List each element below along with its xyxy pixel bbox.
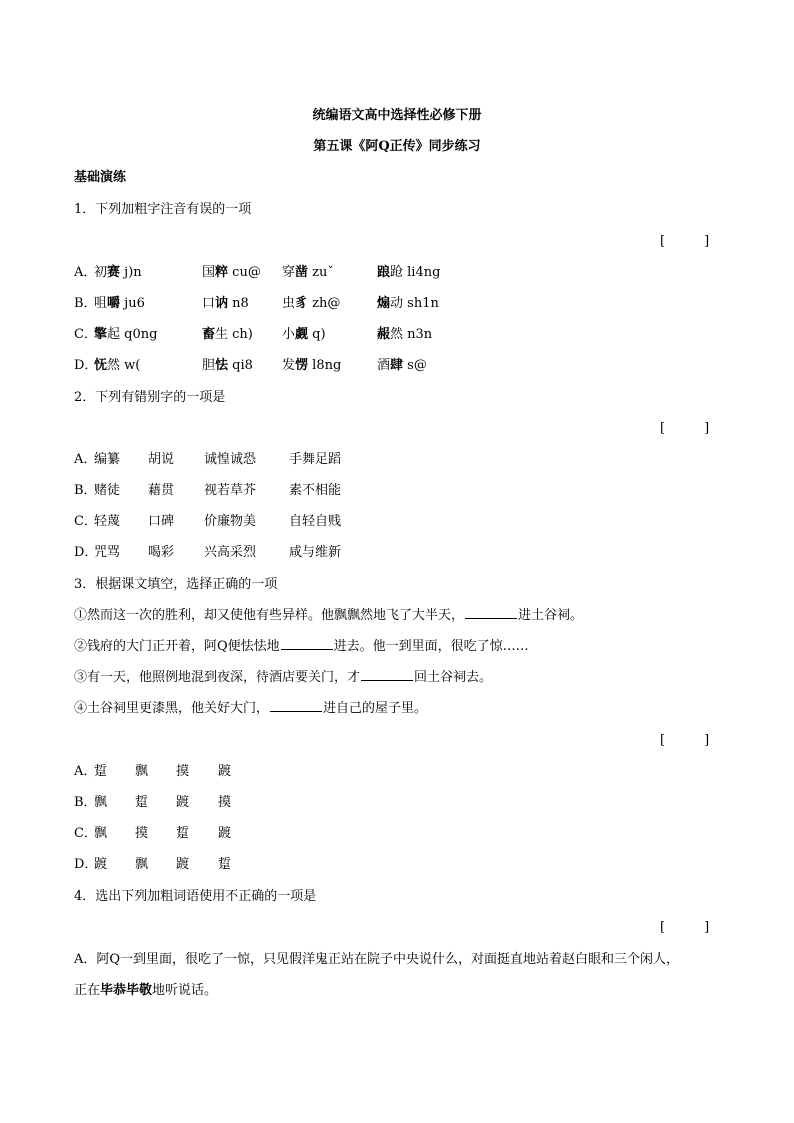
option-item: 赧然 n3n [377, 327, 433, 342]
option-item: 小觑 q) [282, 327, 326, 342]
option-item: 摸 [218, 795, 232, 810]
option-item: 擎起 q0ng [94, 327, 158, 342]
option-text: 地听说话。 [152, 983, 218, 998]
option-item: 编纂 [94, 452, 121, 467]
option-item: 胆怯 qi8 [202, 358, 253, 373]
answer-bracket: [ ] [660, 234, 710, 249]
question-1-stem: 1．下列加粗字注音有误的一项 [74, 202, 252, 217]
option-item: 踅 [135, 795, 149, 810]
option-text: 正在 [74, 983, 101, 998]
option-label: A． [74, 764, 97, 779]
option-item: 飘 [94, 826, 108, 841]
option-item: 飘 [135, 857, 149, 872]
option-label: B． [74, 296, 97, 311]
option-item: 踅 [218, 857, 232, 872]
section-heading: 基础演练 [74, 170, 127, 185]
option-label: C． [74, 514, 97, 529]
question-4-option-a-cont [74, 979, 217, 998]
fill-blank[interactable] [270, 699, 322, 712]
option-item: 虫豸 zh@ [282, 296, 341, 311]
option-item: 踉跄 li4ng [377, 265, 441, 280]
fill-blank-sentence: ①然而这一次的胜利，却又使他有些异样。他飘飘然地飞了大半天， 进土谷祠。 [74, 608, 584, 623]
option-item: 穿凿 zuˇ [282, 265, 334, 280]
option-item: 酒肆 s@ [377, 358, 427, 373]
option-label: D． [74, 358, 98, 373]
option-item: 摸 [135, 826, 149, 841]
option-item: 踱 [218, 764, 232, 779]
option-label: C． [74, 327, 97, 342]
option-label: A． [74, 265, 97, 280]
answer-bracket: [ ] [660, 421, 710, 436]
option-item: 踅 [176, 826, 190, 841]
option-item: 赌徒 [94, 483, 121, 498]
option-item: 踱 [176, 795, 190, 810]
option-item: 口讷 n8 [202, 296, 249, 311]
question-3-stem: 3．根据课文填空，选择正确的一项 [74, 577, 278, 592]
option-item: 喝彩 [148, 545, 175, 560]
fill-blank[interactable] [465, 606, 517, 619]
option-item: 手舞足蹈 [289, 452, 342, 467]
option-label: C． [74, 826, 97, 841]
option-item: 诚惶诚恐 [204, 452, 257, 467]
fill-blank[interactable] [281, 637, 333, 650]
option-item: 发愣 l8ng [282, 358, 342, 373]
answer-bracket: [ ] [660, 733, 710, 748]
option-item: 视若草芥 [204, 483, 257, 498]
option-item: 飘 [94, 795, 108, 810]
question-4-option-a: A．阿Q一到里面，很吃了一惊，只见假洋鬼正站在院子中央说什么，对面挺直地站着赵白眼和三个闲人， [74, 952, 680, 967]
option-item: 咀嚼 ju6 [94, 296, 145, 311]
option-item: 煽动 sh1n [377, 296, 439, 311]
option-item: 畜生 ch) [202, 327, 253, 342]
fill-blank[interactable] [361, 668, 413, 681]
option-item: 素不相能 [289, 483, 342, 498]
option-item: 踱 [218, 826, 232, 841]
fill-blank-sentence: ④土谷祠里更漆黑，他关好大门， 进自己的屋子里。 [74, 701, 428, 716]
option-item: 国粹 cu@ [202, 265, 261, 280]
option-item: 价廉物美 [204, 514, 257, 529]
option-label: B． [74, 795, 97, 810]
option-item: 踱 [94, 857, 108, 872]
document-subtitle: 第五课《阿Q正传》同步练习 [313, 139, 481, 154]
option-item: 口碑 [148, 514, 175, 529]
option-label: D． [74, 545, 98, 560]
option-item: 兴高采烈 [204, 545, 257, 560]
option-item: 初赛 j)n [94, 265, 142, 280]
question-2-stem: 2．下列有错别字的一项是 [74, 390, 226, 405]
option-item: 踅 [94, 764, 108, 779]
option-item: 咒骂 [94, 545, 121, 560]
option-item: 飘 [135, 764, 149, 779]
fill-blank-sentence: ②钱府的大门正开着，阿Q便怯怯地 进去。他一到里面，很吃了惊…… [74, 639, 529, 654]
option-item: 藉贯 [148, 483, 175, 498]
option-item: 摸 [176, 764, 190, 779]
document-title: 统编语文高中选择性必修下册 [312, 108, 482, 123]
fill-blank-sentence: ③有一天，他照例地混到夜深，待酒店要关门，才 回土谷祠去。 [74, 670, 493, 685]
question-4-stem: 4．选出下列加粗词语使用不正确的一项是 [74, 889, 317, 904]
option-item: 踱 [176, 857, 190, 872]
option-label: D． [74, 857, 98, 872]
option-item: 自轻自贱 [289, 514, 342, 529]
option-item: 胡说 [148, 452, 175, 467]
answer-bracket: [ ] [660, 920, 710, 935]
option-label: A． [74, 452, 97, 467]
option-item: 咸与维新 [289, 545, 342, 560]
option-label: B． [74, 483, 97, 498]
option-item: 轻蔑 [94, 514, 121, 529]
bold-term: 毕恭毕敬 [100, 983, 153, 998]
option-item: 怃然 w( [94, 358, 141, 373]
